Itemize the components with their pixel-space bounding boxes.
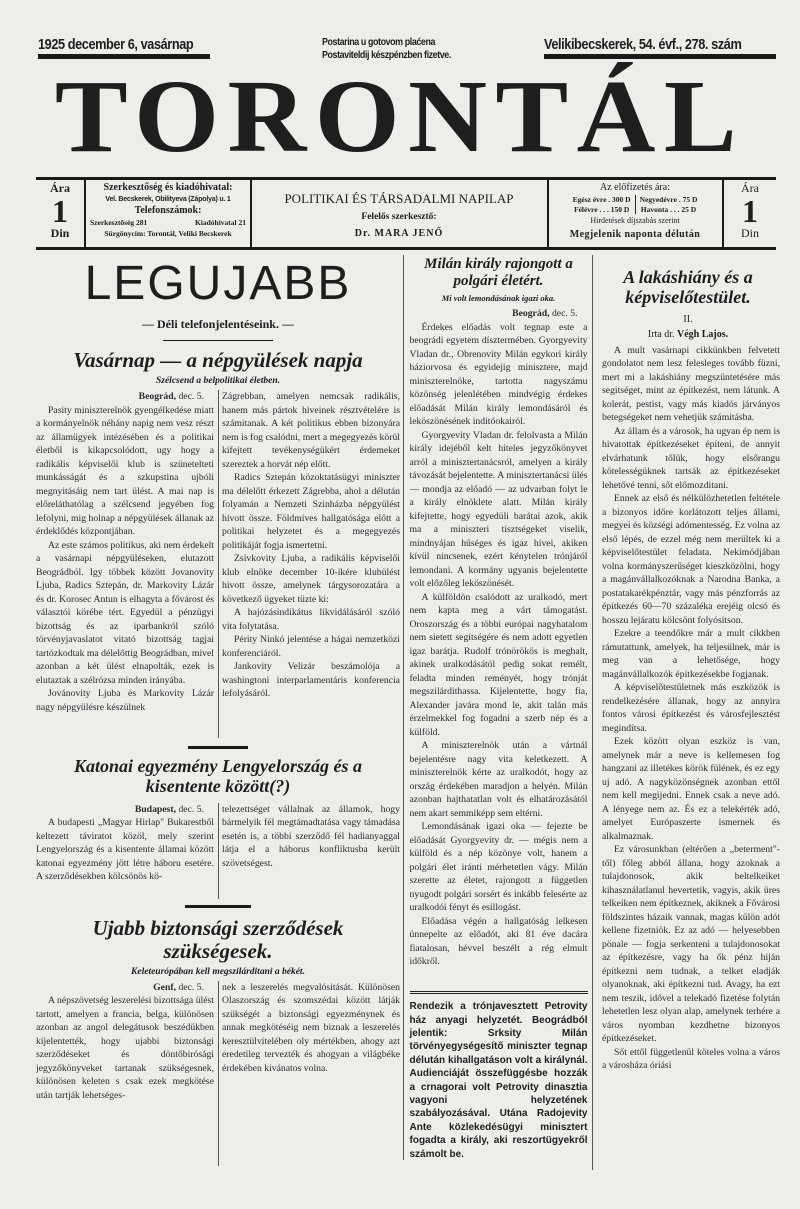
right-section	[596, 268, 780, 1170]
article-milan: Beográd, dec. 5. Érdekes előadás volt tegnap este a beográdi egyetem dísztermében. Gyorgyevity Vladan dr., Obrenovity Milán egykori király háziorvosa és egyidejig minisztere, majd miniszterelnöke, tartotta nagyszámu közönség jelenlétében mindvégig érdekes előadását Milán király lemondásáról és leköszönésének inditóokairól. Gyorgyevity Vladan dr. felolvasta a Milán király idejéből kelt hiteles jegyzőkönyvet arról a minisztertanácsról, amelyen a király távozását bejelentette. A minisztertanácsi ülés — mondja az előadó — az udvarban folyt le a király elnöklete alatt. Milán király kifejtette, hogy egyedüli barátai azok, akik ma a miniszteri tisztségeket viselik, mindnyájan hűséges és igaz hívei, akiken kívül nincsenek, ezért kénytelen trónjáról lemondani. A kormány ugyanis bejelentette volt előzőleg leköszönését. A külföldön csalódott az uralkodó, mert nem kapta meg a várt támogatást. Oroszország és a többi európai nagyhatalom nem sietett segítségére és nem adott egyetlen igaz barátja. Rudolf trónörökös is meghalt, akinek uralkodásától pedig sokat remélt, feladta minden reményét, hogy trónját megszilárdithassa. Kijelentette, hogy fia, Alexander javára mond le, akit talán más érzelmekkel fog fogadni a szerb nép és a külföld. A miniszterelnök után a vártnál bejelentésre nagy vita keletkezett. A miniszterelnök kérte az uralkodót, hogy az ország érdekében maradjon a helyén. Milán azonban hajthatatlan volt és elhatározásától nem akart semmiképp sem eltérni. Lemondásának igazi oka — fejezte be előadását Gyorgyevity dr. — mégis nem a külföld és a nép közönye volt, hanem a polgári élet iránti mérhetetlen vágy. Milán szerette az életet, rajongott a független nyugodt polgári sorsért és inkább felesérte az uralkodói fényt és esillogást. Előadása végén a hallgatóság lelkesen ünnepelte az előadót, aki 81 éve dacára fiatalosan, hévvel beszélt a rég elmult időkről.	[409, 308, 588, 967]
price-label: Ára	[50, 181, 70, 195]
subheadline-vasarnap: Szélcsend a belpolitikai életben.	[155, 376, 280, 387]
tagline: POLITIKAI ÉS TÁRSADALMI NAPILAP	[284, 191, 514, 206]
left-section	[36, 256, 400, 1166]
article-vasarnap-col2: Zágrebban, amelyen nemcsak radikális, hanem más pártok hiveinek résztvételére is számitanak. A két politikus ebben bizonyára nem is fog csalódni, mert a megegyezés körül kifejtett tevékenységükért érdemeket szereztek a horvát nép előtt. Radics Sztepán közoktatásügyi miniszter ma délelőtt érkezett Zágrebba, ahol a délután folyamán a Nemzeti Szinházba népgyülést hivott össze. Földmíves hallgatósága előtt a politikai helyzetet és a megegyezés politikáját fogja ismertetni. Zsivkovity Ljuba, a radikális képviselői klub elnöke december 10-ikére klubülést hivott össze, amelynek tárgysorozatára a következő ügyeket tüzte ki: A hajózásindikátus likvidálásáról szóló vita folytatása. Périty Ninkó jelentése a hágai nemzetközi konferenciáról. Jankovity Velizár beszámolója a washingtoni interparlamentáris konferencia lefolyásáról.	[222, 391, 400, 700]
article-ujabb-col1: Genf, dec. 5. A népszövetség leszerelési bizottsága ülést tartott, amelyen a francia, belga, különösen azonban az angol delegátusok beszédükben kijelentették, hogy ujabbi biztonsági szerződéseket és döntőbirósági jegyzőkönyveket tartanak szükségesnek, különösen keleten s csak ezek megkötése után tartják lehetséges-	[36, 981, 214, 1101]
band-top-rule	[36, 177, 776, 180]
issue-number: Velikibecskerek, 54. évf., 278. szám	[544, 36, 742, 53]
banner-legujabb: LEGUJABB	[84, 257, 352, 310]
issue-date: 1925 december 6, vasárnap	[38, 36, 194, 53]
price-label: Ára	[741, 181, 759, 195]
price-right	[724, 182, 776, 240]
price-month: Havonta . . . 25 D	[640, 204, 697, 214]
price-unit: Din	[741, 226, 759, 240]
subheadline-ujabb: Keleteurópában kell megszilárditani a békét.	[131, 966, 305, 977]
article-lakashiany: A mult vasárnapi cikkünkben felvetett gondolatot nem lesz felesleges tovább füzni, mert mi a lakáshiány megszüntetésére más segitséget, mint az építkezést, nem látunk. A kolerát, pestist, vagy más kiadós járványos betegségeket nem vehetjük számitásba. Az állam és a városok, ha ugyan ép nem is hivatottak építkezéseket építeni, de annyit elvárhatunk tőlük, hogy elsőrangu kötelességüknek tartsák az építkezéseket lehetővé tenni, sőt előmozditani. Ennek az első és nélkülözhetetlen feltétele a bizonyos időre korlátozott teljes állami, megyei és községi adómentesség. Ez volna az első lépés, de ezzel még nem merültek ki a képviselőtestület feladata. Nekimódjában volna kormányszerűséget kieszközölni, hogy a magánvállalkozóknak a Narodna Banka, a postatakarékpénztár, vagy más pénzforrás az építkezés 60—70 százaléka erejéig olcsó és hosszu lejáratu kölcsönt folyósitson. Ezekre a teendőkre már a mult cikkben rámutattunk, amelyek, ha teljesülnek, már is meg van a lehetősége, hogy magánvállalkozók építkezésekbe fogjanak. A képviselőtestületnek más eszközök is rendelkezésére állanak, hogy az annyira fontos városi építkezést és városfejlesztést megindítsa. Ezek között olyan eszköz is van, amelynek már a neve is kellemesen fog hangzani az illetékes körök fülének, és ez egy uj adó. A nagyközönségnek azonban ettől nem kell megijedni. Ennek csak a neve adó. A lényege nem az. És ez a telekérték adó, amelyet Európaszerte ismernek és alkalmaznak. Ez városunkban (eltérően a „beterment"-től) főleg abból állana, hogy azoknak a tulajdonosok, akik beltelkeiket kihasználatlanul hevertetik, vagyis, akik üres telkeiken nem építkeznek, akiknek a Fővárosi földszintes házaik vannak, magas külön adót kellene fizetniök. Ez az adó — helyesebben pönale — fogja serkenteni a tulajdonosokat az építkezésre, vagy ha ők pénz hiján építkezni nem tudnak, a telket eladják olyanoknak, aki építkezni tud. Avagy, ha ezt nem teszik, idővel a telekadó fizetése folytán lehetetlen lesz olyan alap, amelynek terhére a város nyomban kezdhetne bizonyos építkezéseket. Sőt ettől függetlenül köteles volna a város a városháza óriási	[602, 344, 780, 1072]
phone-office: Kiadóhivatal 21	[194, 217, 246, 227]
price-value: 1	[742, 193, 758, 229]
masthead-logo: TORONTÁL	[54, 59, 746, 174]
office-title: Szerkesztőség és kiadóhivatal:	[103, 182, 233, 193]
column-rule	[592, 255, 593, 1170]
price-value: 1	[52, 193, 68, 229]
band-bottom-rule	[36, 247, 776, 250]
dateline: Beográd, dec. 5.	[138, 391, 204, 403]
telegram-address: Sürgönycím: Torontál, Veliki Becskerek	[104, 229, 232, 238]
headline-katonai: Katonai egyezmény Lengyelország és a kisentente között(?)	[74, 756, 362, 796]
article-vasarnap	[36, 390, 400, 738]
phone-editor: Szerkesztőség 281	[90, 217, 148, 227]
column-rule	[218, 981, 219, 1166]
headline-vasarnap: Vasárnap — a népgyülések napja	[73, 348, 363, 372]
headline-lakashiany: A lakáshiány és a képviselőtestület.	[623, 268, 753, 307]
headline-milan: Milán király rajongott a polgári életért.	[424, 256, 573, 289]
price-left	[36, 182, 84, 240]
byline: Irta dr. Végh Lajos.	[647, 328, 729, 340]
tagline-block	[252, 191, 546, 240]
article-ujabb-col2: nek a leszerelés megvalósitását. Különösen Olaszország és szomszédai között látják szükségét a biztonsági egyezménynek és annak megkötéséig nem biznak a leszerelés keresztülvitelében oly mértékben, ahogy azt eredetileg tervezték és ahogyan a világbéke érdekében kivánatos volna.	[222, 981, 400, 1074]
postal-note-1: Postarina u gotovom plaćena	[322, 36, 436, 48]
editor-label: Felelős szerkesztő:	[361, 212, 437, 222]
column-rule	[403, 255, 404, 1160]
headline-ujabb: Ujabb biztonsági szerződések szükségesek.	[92, 915, 344, 963]
dateline: Beográd, dec. 5.	[512, 308, 578, 319]
publication-note: Megjelenik naponta délután	[569, 228, 701, 240]
price-half-year: Félévre . . . 150 D	[573, 204, 630, 214]
part-number: II.	[683, 313, 693, 325]
price-quarter: Negyedévre . 75 D	[639, 195, 698, 204]
divider	[185, 905, 251, 909]
dateline: Budapest, dec. 5.	[134, 803, 204, 815]
subheadline-milan: Mi volt lemondásának igazi oka.	[441, 293, 556, 303]
article-vasarnap-col1: Beográd, dec. 5. Pasity miniszterelnök gyengélkedése miatt a kormányelnök néhány napig nem vesz részt az államügyek intézésében és a politikai életből is kikapcsolódott, ugy hogy a radikális képviselői klub is szünetelteti munkásságát és a szkupstina ujbóli megnyitásáig nem tart ülést. A mai nap is előreláthatólag a szélcsend jegyében fog lefolyni, mig holnap a népgyülések állanak az érdeklődés központjában. Az este számos politikus, aki nem érdekelt a vasárnapi népgyüléseken, elutazott Beográdból. Igy többek között Jovanovity Ljuba, Radics Sztepán, dr. Markovity Lázár és dr. Korosec Antun is elhagyta a fővárost és választói körébe tért. Egyedül a pénzügyi bizottság és az iparbankról szóló törvényjavaslatot vitató bizottság tagjai tartózkodtak ma délelőttig Beográdban, mivel azonban a két ülést elnapolták, ezek is elutaztak a szélrózsa minden irányába. Jovánovity Ljuba és Markovity Lázár nagy népgyülésre készülnek	[36, 391, 214, 713]
office-address: Vel. Becskerek, Obilityeva (Zápolya) u. 1	[105, 195, 231, 203]
office-info	[86, 182, 250, 240]
article-katonai-col1: Budapest, dec. 5. A budapesti „Magyar Hirlap" Bukarestből keltezett táviratot közöl, mely szerint Lengyelország és a kisentente államai között katonai egyezmény jött létre háboru esetére. A szerződésekben kölcsönös kö-	[36, 803, 214, 883]
phones-title: Telefonszámok:	[134, 205, 202, 216]
editor-name: Dr. MARA JENŐ	[354, 228, 444, 239]
postal-note-2: Postaviteldij készpénzben fizetve.	[322, 49, 451, 61]
divider	[163, 340, 273, 341]
article-katonai	[36, 803, 400, 899]
article-ujabb	[36, 981, 400, 1166]
subscription-info	[549, 182, 721, 241]
dateline: Genf, dec. 5.	[153, 981, 204, 993]
ads-note: Hirdetések díjszabás szerint	[590, 216, 680, 225]
divider	[188, 746, 248, 749]
price-year: Egész évre . 300 D	[572, 195, 631, 204]
article-katonai-col2: telezettséget vállalnak az államok, hogy bármelyik fél megtámadtatása vagy támadása esetén is, a többi szerződő fél hadianyaggal látja el a háborus konfliktusba került szövetségest.	[222, 803, 400, 869]
column-rule	[218, 390, 219, 738]
middle-section	[407, 256, 590, 1161]
banner-subtitle: — Déli telefonjelentéseink. —	[142, 317, 294, 331]
column-rule	[218, 803, 219, 899]
news-box-petrovity: Rendezik a trónjavesztett Petrovity ház anyagi helyzetét. Beográdból jelentik: Srksity Milán törvényegységesítő miniszter tegnap délután kihallgatáson volt a királynál. Audienciáját összefüggésbe hozzák a crnagorai volt Petrovity dinasztia vagyoni helyzetének szabályozásával. Utána Radojevity Ante közlekedésügyi minisztert fogadta a király, aki reszortügyekről számolt be.	[410, 991, 588, 1161]
price-unit: Din	[50, 226, 70, 240]
subscription-title: Az előfizetés ára:	[600, 182, 670, 193]
